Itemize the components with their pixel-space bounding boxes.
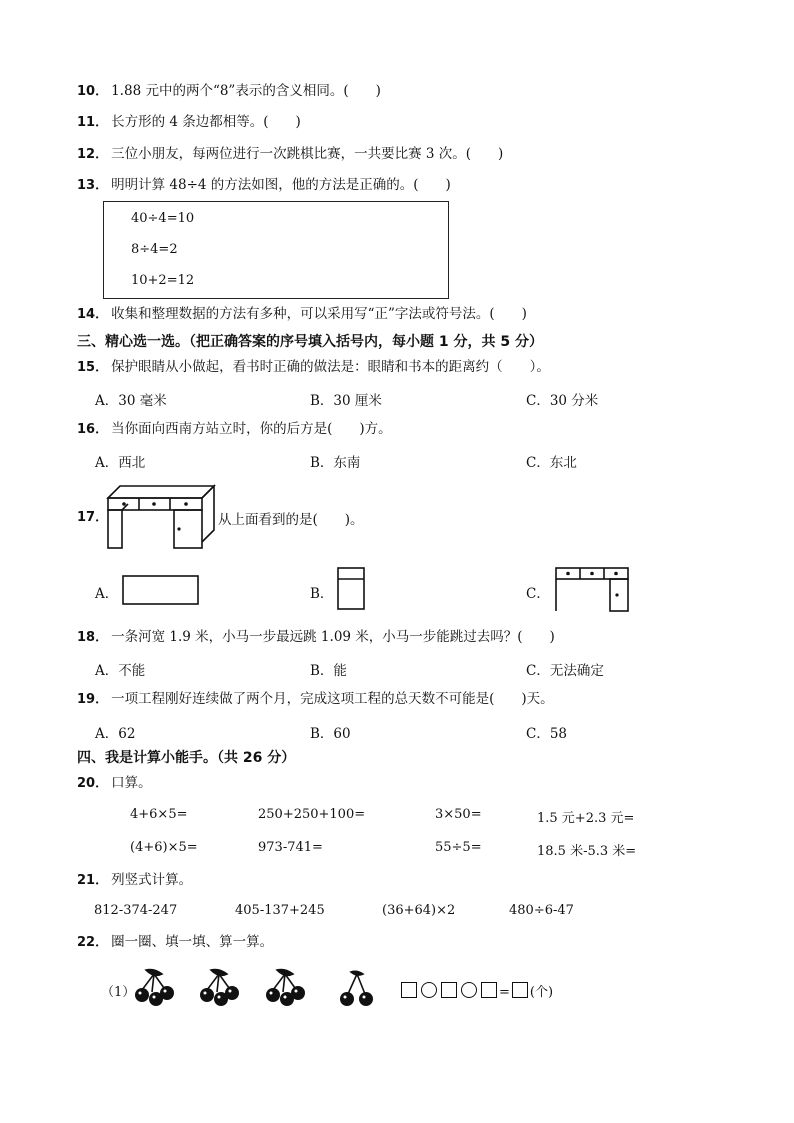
option-c-front-view-shape	[555, 567, 631, 613]
option-c: C．	[526, 586, 550, 602]
question-14	[77, 305, 527, 324]
question-text: 三位小朋友，每两位进行一次跳棋比赛，一共要比赛 3 次。( )	[111, 146, 504, 162]
question-text: 明明计算 48÷4 的方法如图，他的方法是正确的。( )	[111, 177, 451, 193]
option-a: A．	[95, 586, 119, 602]
question-number: 16．	[77, 422, 109, 437]
option-c: C．无法确定	[526, 663, 604, 679]
question-number: 20．	[77, 776, 109, 791]
question-text: 口算。	[111, 775, 152, 791]
vertical-calc-item: 405-137+245	[235, 903, 325, 918]
blank-box[interactable]	[401, 982, 417, 998]
question-15	[77, 358, 550, 377]
blank-circle[interactable]	[421, 982, 437, 998]
desk-illustration	[104, 484, 216, 550]
oral-calc-item: 3×50=	[435, 807, 482, 822]
question-22	[77, 933, 273, 952]
question-text: 一项工程刚好连续做了两个月，完成这项工程的总天数不可能是( )天。	[111, 691, 554, 707]
question-20	[77, 774, 152, 793]
sub-question-label: （1）	[101, 985, 136, 1000]
option-b-side-view-shape	[337, 567, 367, 611]
option-a: A．西北	[95, 455, 146, 471]
question-12	[77, 145, 503, 164]
method-line-1: 40÷4=10	[131, 211, 195, 226]
question-11	[77, 113, 301, 132]
oral-calc-item: 55÷5=	[435, 840, 482, 855]
question-10	[77, 82, 381, 101]
unit-label: (个)	[529, 985, 554, 1000]
oral-calc-item: 18.5 米-5.3 米=	[537, 844, 637, 859]
section-3-heading: 三、精心选一选。（把正确答案的序号填入括号内，每小题 1 分，共 5 分）	[77, 334, 543, 350]
question-text: 从上面看到的是( )。	[218, 512, 364, 528]
equals-sign: =	[499, 985, 510, 1000]
question-number: 11．	[77, 115, 109, 130]
oral-calc-item: (4+6)×5=	[130, 840, 198, 855]
option-a: A．62	[95, 726, 136, 742]
question-16	[77, 420, 392, 439]
question-text: 长方形的 4 条边都相等。( )	[111, 114, 301, 130]
section-4-heading: 四、我是计算小能手。（共 26 分）	[77, 750, 296, 766]
vertical-calc-item: 812-374-247	[94, 903, 178, 918]
method-box	[103, 201, 449, 299]
question-number: 12．	[77, 147, 109, 162]
question-text: 圈一圈、填一填、算一算。	[111, 934, 274, 950]
vertical-calc-item: 480÷6-47	[509, 903, 574, 918]
question-number: 18．	[77, 630, 109, 645]
cherry-cluster-icon	[132, 968, 178, 1008]
oral-calc-item: 4+6×5=	[130, 807, 188, 822]
blank-box[interactable]	[512, 982, 528, 998]
blank-box[interactable]	[441, 982, 457, 998]
blank-box[interactable]	[481, 982, 497, 998]
question-19	[77, 690, 554, 709]
question-number: 22．	[77, 935, 109, 950]
question-number: 10．	[77, 84, 109, 99]
option-b: B．60	[310, 726, 351, 742]
oral-calc-item: 250+250+100=	[258, 807, 366, 822]
question-text: 列竖式计算。	[111, 872, 193, 888]
question-number: 13．	[77, 178, 109, 193]
cherry-cluster-icon	[263, 968, 309, 1008]
option-a-rectangle-shape	[122, 575, 200, 605]
method-line-3: 10+2=12	[131, 273, 195, 288]
question-text: 一条河宽 1.9 米，小马一步最远跳 1.09 米，小马一步能跳过去吗？( )	[111, 629, 555, 645]
question-text: 保护眼睛从小做起，看书时正确的做法是：眼睛和书本的距离约（ ）。	[111, 359, 550, 375]
option-c: C．30 分米	[526, 393, 599, 409]
question-number: 17．	[77, 510, 109, 525]
vertical-calc-item: (36+64)×2	[382, 903, 456, 918]
question-text: 当你面向西南方站立时，你的后方是( )方。	[111, 421, 392, 437]
blank-circle[interactable]	[461, 982, 477, 998]
question-text: 收集和整理数据的方法有多种，可以采用写“正”字法或符号法。( )	[111, 306, 527, 322]
option-b: B．30 厘米	[310, 393, 382, 409]
oral-calc-item: 1.5 元+2.3 元=	[537, 811, 635, 826]
question-number: 19．	[77, 692, 109, 707]
option-a: A．不能	[95, 663, 146, 679]
oral-calc-item: 973-741=	[258, 840, 323, 855]
option-b: B．	[310, 586, 334, 602]
option-c: C．东北	[526, 455, 577, 471]
method-line-2: 8÷4=2	[131, 242, 178, 257]
cherry-cluster-icon	[197, 968, 243, 1008]
option-a: A．30 毫米	[95, 393, 167, 409]
question-number: 14．	[77, 307, 109, 322]
option-b: B．东南	[310, 455, 361, 471]
question-18	[77, 628, 555, 647]
question-number: 15．	[77, 360, 109, 375]
cherry-pair-icon	[337, 970, 377, 1008]
option-b: B．能	[310, 663, 347, 679]
question-number: 21．	[77, 873, 109, 888]
equation-blanks	[399, 981, 553, 1000]
question-13	[77, 176, 451, 195]
question-text: 1.88 元中的两个“8”表示的含义相同。( )	[111, 83, 381, 99]
option-c: C．58	[526, 726, 568, 742]
question-21	[77, 871, 192, 890]
